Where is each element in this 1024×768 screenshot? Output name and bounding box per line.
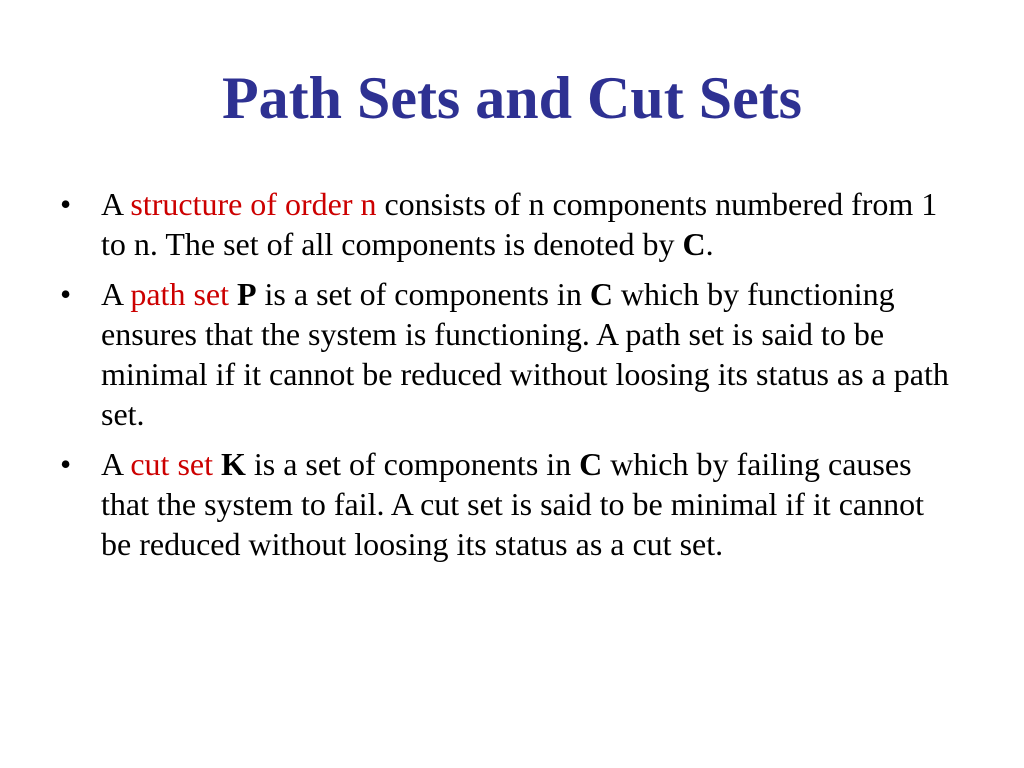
highlighted-term: cut set (130, 446, 213, 482)
bullet-text: is a set of components in (256, 276, 590, 312)
bold-symbol: C (589, 276, 613, 312)
bullet-text: A (101, 186, 131, 222)
bold-symbol: C (579, 446, 603, 482)
bullet-text: consists of n components numbered from 1 to n. The set of all components is denoted by (101, 186, 938, 262)
bullet-text: is a set of components in (245, 446, 580, 482)
highlighted-term: path set (130, 276, 229, 312)
bullet-marker: • (60, 186, 72, 222)
bullet-list (60, 184, 960, 574)
bullet-item-structure (60, 184, 960, 264)
bullet-text: which by functioning ensures that the system is functioning. A path set is said to be minimal if it cannot be reduced without loosing its status as a path set. (101, 276, 949, 432)
bullet-item-cut-set (60, 444, 960, 564)
bullet-marker: • (60, 276, 72, 312)
bullet-text: A (101, 446, 131, 482)
bullet-text: . (705, 226, 714, 262)
highlighted-term: structure of order n (130, 186, 377, 222)
slide-title: Path Sets and Cut Sets (221, 65, 803, 131)
bullet-text: A (101, 276, 131, 312)
bold-symbol: K (220, 446, 246, 482)
bullet-item-path-set (60, 274, 960, 434)
bold-symbol: P (236, 276, 257, 312)
bullet-text: which by failing causes that the system to fail. A cut set is said to be minimal if it cannot be reduced without loosing its status as a cut set. (101, 446, 924, 562)
bold-symbol: C (682, 226, 706, 262)
bullet-text (213, 446, 221, 482)
bullet-text (229, 276, 237, 312)
bullet-marker: • (60, 446, 72, 482)
